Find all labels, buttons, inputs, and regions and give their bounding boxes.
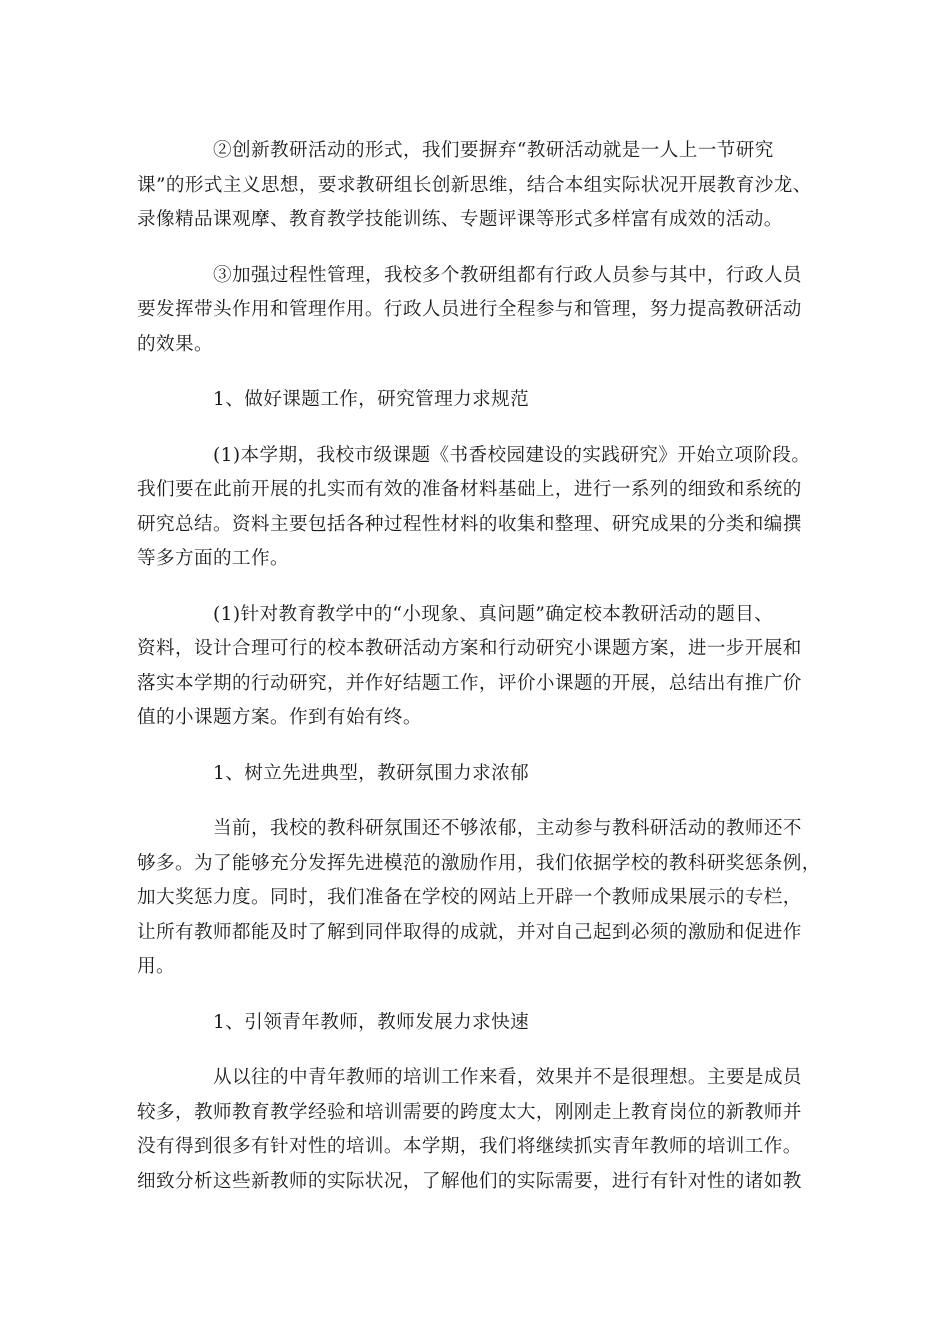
paragraph-research-atmosphere: [137, 812, 821, 985]
text-line: 课”的形式主义思想，要求教研组长创新思维，结合本组实际状况开展教育沙龙、: [137, 174, 812, 196]
text-line: ②创新教研活动的形式，我们要摒弃“教研活动就是一人上一节研究: [213, 140, 774, 161]
text-line: ③加强过程性管理，我校多个教研组都有行政人员参与其中，行政人员: [213, 264, 802, 286]
paragraph-small-topics: [137, 598, 813, 736]
text-line: 等多方面的工作。: [137, 548, 289, 569]
text-line: 当前，我校的教科研氛围还不够浓郁，主动参与教科研活动的教师还不: [213, 818, 802, 839]
text-line: 让所有教师都能及时了解到同伴取得的成就，并对自己起到必须的激励和促进作: [137, 921, 802, 943]
text-line: 要发挥带头作用和管理作用。行政人员进行全程参与和管理，努力提高教研活动: [137, 299, 802, 320]
text-line: 的效果。: [137, 333, 213, 355]
text-line: 录像精品课观摩、教育教学技能训练、专题评课等形式多样富有成效的活动。: [137, 209, 783, 230]
text-line: 够多。为了能够充分发挥先进模范的激励作用，我们依据学校的教科研奖惩条例，: [137, 852, 821, 874]
paragraph-teacher-training: [137, 1061, 813, 1199]
text-line: 研究总结。资料主要包括各种过程性材料的收集和整理、研究成果的分类和编撰: [137, 513, 802, 535]
text-line: (1)本学期，我校市级课题《书香校园建设的实践研究》开始立项阶段。: [213, 444, 811, 466]
section-heading-young-teachers: 1、引领青年教师，教师发展力求快速: [213, 1011, 530, 1033]
paragraph-city-level-topic: [137, 439, 813, 577]
document-page: [137, 134, 821, 1220]
text-line: 值的小课题方案。作到有始有终。: [137, 707, 422, 728]
paragraph-process-management: [137, 259, 813, 363]
text-line: 从以往的中青年教师的培训工作来看，效果并不是很理想。主要是成员: [213, 1067, 802, 1088]
text-line: 加大奖惩力度。同时，我们准备在学校的网站上开辟一个教师成果展示的专栏，: [137, 887, 802, 908]
text-line: 较多，教师教育教学经验和培训需要的跨度太大，刚刚走上教育岗位的新教师并: [137, 1101, 802, 1123]
text-line: 资料，设计合理可行的校本教研活动方案和行动研究小课题方案，进一步开展和: [137, 638, 802, 659]
text-line: 细致分析这些新教师的实际状况，了解他们的实际需要，进行有针对性的诸如教: [137, 1170, 802, 1192]
text-line: 没有得到很多有针对性的培训。本学期，我们将继续抓实青年教师的培训工作。: [137, 1136, 802, 1157]
text-line: 用。: [137, 956, 175, 977]
text-line: 我们要在此前开展的扎实而有效的准备材料基础上，进行一系列的细致和系统的: [137, 479, 802, 500]
section-heading-research-topics: 1、做好课题工作，研究管理力求规范: [213, 389, 530, 410]
section-heading-role-models: 1、树立先进典型，教研氛围力求浓郁: [213, 762, 530, 784]
text-line: (1)针对教育教学中的“小现象、真问题”确定校本教研活动的题目、: [213, 603, 774, 625]
text-line: 落实本学期的行动研究，并作好结题工作，评价小课题的开展，总结出有推广价: [137, 672, 802, 694]
paragraph-innovate-activities: [137, 134, 813, 238]
